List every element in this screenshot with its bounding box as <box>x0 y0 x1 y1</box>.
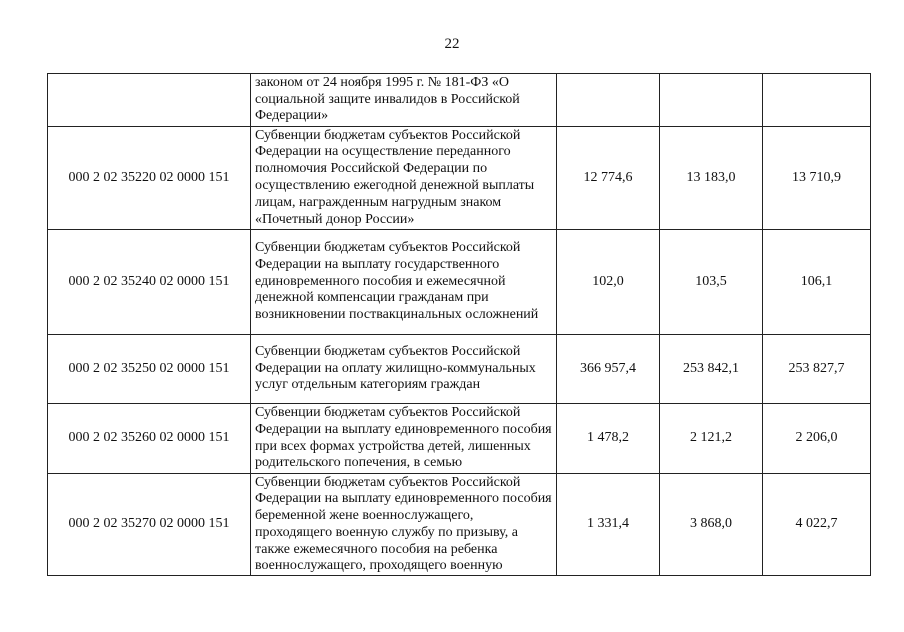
budget-code-cell: 000 2 02 35250 02 0000 151 <box>48 335 251 404</box>
amount-year2-cell: 253 842,1 <box>660 335 763 404</box>
page-number: 22 <box>444 36 460 52</box>
amount-year3-cell: 13 710,9 <box>763 127 871 230</box>
budget-code-cell <box>48 74 251 127</box>
amount-year3-cell <box>763 74 871 127</box>
amount-year2-cell: 103,5 <box>660 230 763 335</box>
budget-code-cell: 000 2 02 35260 02 0000 151 <box>48 404 251 474</box>
table-row <box>48 474 871 576</box>
description-cell: законом от 24 ноября 1995 г. № 181-ФЗ «О социальной защите инвалидов в Российской Федерации» <box>251 74 557 127</box>
amount-year1-cell: 102,0 <box>557 230 660 335</box>
description-cell: Субвенции бюджетам субъектов Российской Федерации на осуществление переданного полномочия Российской Федерации по осуществлению ежегодной денежной выплаты лицам, награжденным нагрудным знаком «Почетный донор России» <box>251 127 557 230</box>
description-cell <box>251 474 557 576</box>
amount-year3-cell: 106,1 <box>763 230 871 335</box>
amount-year1-cell: 366 957,4 <box>557 335 660 404</box>
amount-year1-cell: 12 774,6 <box>557 127 660 230</box>
description-cell: Субвенции бюджетам субъектов Российской Федерации на оплату жилищно-коммунальных услуг отдельным категориям граждан <box>251 335 557 404</box>
budget-code-cell: 000 2 02 35240 02 0000 151 <box>48 230 251 335</box>
amount-year2-cell: 2 121,2 <box>660 404 763 474</box>
description-text: Субвенции бюджетам субъектов Российской Федерации на выплату единовременного пособия беременной жене военнослужащего, проходящего военную службу по призыву, а также ежемесячного пособия на ребенка военнослужащего, проходящего военную <box>255 474 552 574</box>
amount-year3-cell: 253 827,7 <box>763 335 871 404</box>
amount-year2-cell <box>660 74 763 127</box>
description-cell: Субвенции бюджетам субъектов Российской Федерации на выплату единовременного пособия при всех формах устройства детей, лишенных родительского попечения, в семью <box>251 404 557 474</box>
amount-year2-cell: 3 868,0 <box>660 474 763 576</box>
table-row <box>48 230 871 335</box>
amount-year1-cell: 1 331,4 <box>557 474 660 576</box>
table-row <box>48 74 871 127</box>
description-cell: Субвенции бюджетам субъектов Российской Федерации на выплату государственного единовременного пособия и ежемесячной денежной компенсации гражданам при возникновении поствакцинальных осложнений <box>251 230 557 335</box>
table-row <box>48 404 871 474</box>
amount-year3-cell: 2 206,0 <box>763 404 871 474</box>
amount-year1-cell <box>557 74 660 127</box>
budget-table <box>47 73 871 576</box>
amount-year1-cell: 1 478,2 <box>557 404 660 474</box>
table-row <box>48 127 871 230</box>
amount-year2-cell: 13 183,0 <box>660 127 763 230</box>
table-row <box>48 335 871 404</box>
budget-code-cell: 000 2 02 35270 02 0000 151 <box>48 474 251 576</box>
amount-year3-cell: 4 022,7 <box>763 474 871 576</box>
budget-code-cell: 000 2 02 35220 02 0000 151 <box>48 127 251 230</box>
